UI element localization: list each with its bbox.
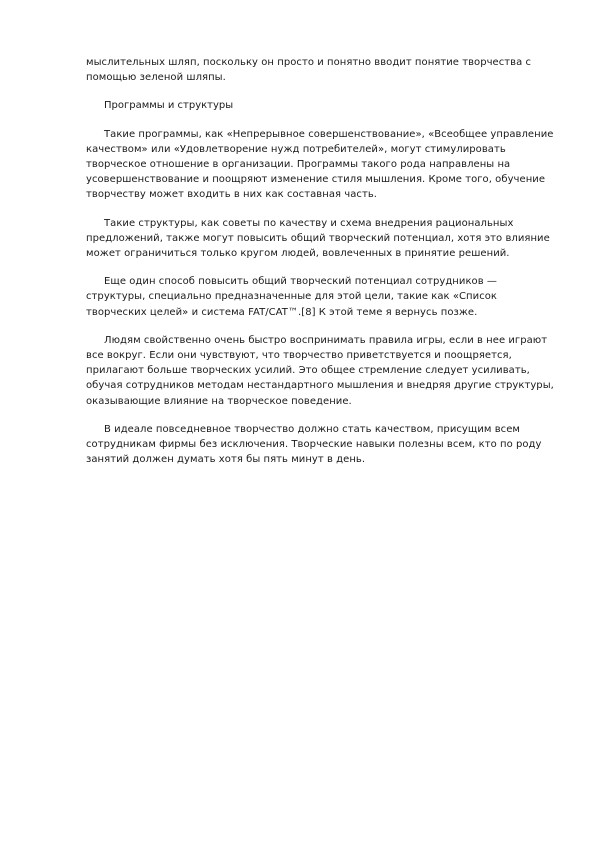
paragraph-everyday-creativity: В идеале повседневное творчество должно стать качеством, присущим всем сотрудникам фирмы без исключения. Творческие навыки полезны всем, кто по роду занятий должен думать хотя бы пять минут в день. xyxy=(86,423,542,466)
paragraph-continuation: мыслительных шляп, поскольку он просто и понятно вводит понятие творчества с помощью зеленой шляпы. xyxy=(86,57,532,84)
paragraph-programs: Такие программы, как «Непрерывное совершенствование», «Всеобщее управление качеством» или «Удовлетворение нужд потребителей», могут стимулировать творческое отношение в организации. Программы такого рода направлены на усовершенствование и поощряют изменение стиля мышления. Кроме того, обучение творчеству может входить в них как составная часть. xyxy=(86,128,554,201)
paragraph-structures: Такие структуры, как советы по качеству и схема внедрения рациональных предложений, также могут повысить общий творческий потенциал, хотя это влияние может ограничиться только кругом людей, вовлеченных в принятие решений. xyxy=(86,217,550,260)
paragraph-rules-of-game: Людям свойственно очень быстро воспринимать правила игры, если в нее играют все вокруг. Если они чувствуют, что творчество приветствуется и поощряется, прилагают больше творческих усилий. Это общее стремление следует усиливать, обучая сотрудников методам нестандартного мышления и внедряя другие структуры, оказывающие влияние на творческое поведение. xyxy=(86,334,554,407)
paragraph-potential: Еще один способ повысить общий творческий потенциал сотрудников — структуры, специально предназначенные для этой цели, такие как «Список творческих целей» и система FAT/CAT™.[8] К этой теме я вернусь позже. xyxy=(86,276,497,318)
document-body xyxy=(86,55,556,480)
section-heading: Программы и структуры xyxy=(104,100,234,112)
